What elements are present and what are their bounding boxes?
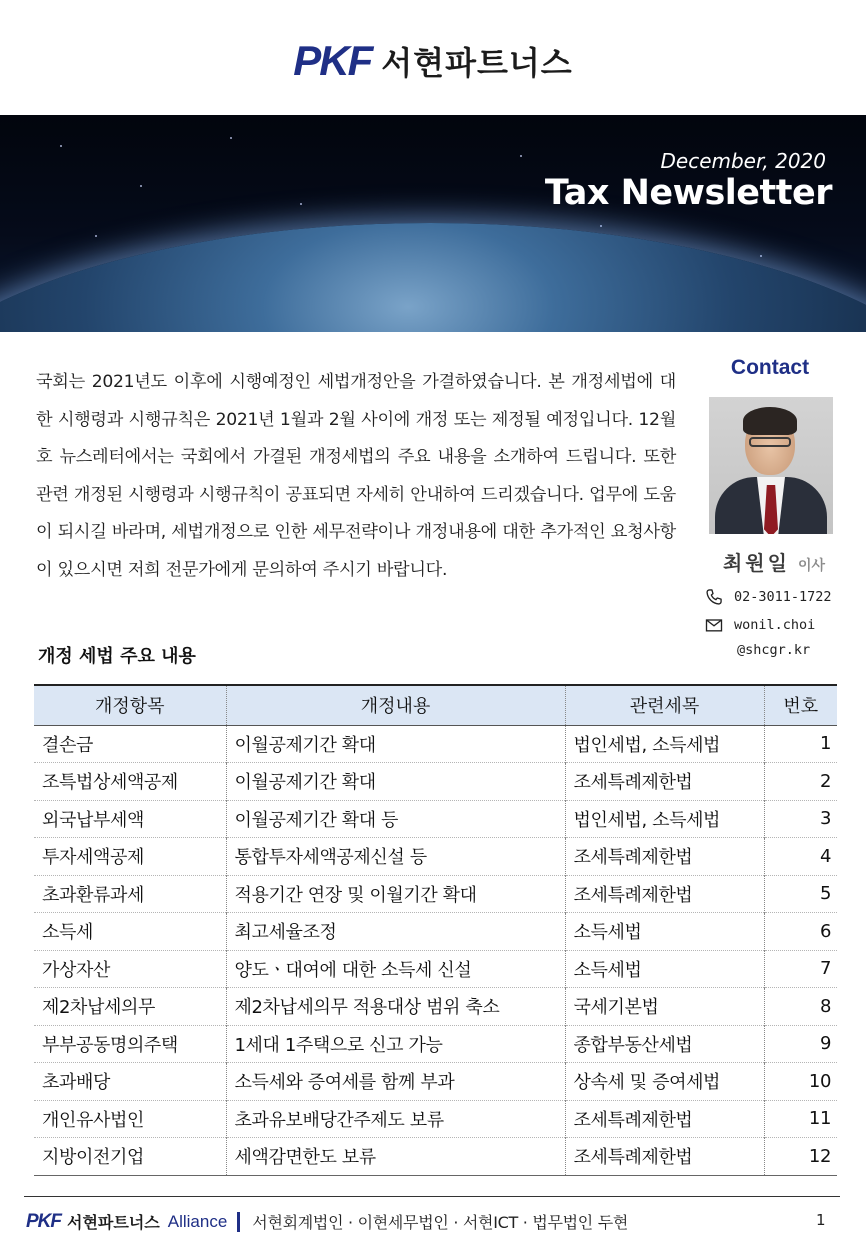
table-row bbox=[34, 1063, 837, 1101]
footer-alliance: Alliance bbox=[167, 1211, 228, 1231]
cell-content: 1세대 1주택으로 신고 가능 bbox=[226, 1025, 565, 1063]
cell-number: 5 bbox=[764, 875, 837, 913]
table-header-row bbox=[34, 685, 837, 725]
cell-tax: 법인세법, 소득세법 bbox=[565, 800, 764, 838]
contact-title: 이사 bbox=[797, 558, 826, 574]
hero-banner bbox=[0, 115, 866, 332]
cell-item: 결손금 bbox=[42, 734, 93, 756]
cell-item: 투자세액공제 bbox=[34, 838, 226, 876]
brand-name: 서현파트너스 bbox=[381, 44, 573, 82]
footer-divider bbox=[24, 1196, 840, 1197]
cell-content: 이월공제기간 확대 bbox=[226, 725, 565, 763]
cell-tax: 조세특례제한법 bbox=[565, 763, 764, 801]
cell-content: 이월공제기간 확대 bbox=[226, 763, 565, 801]
tax-changes-table bbox=[34, 684, 837, 1176]
cell-tax: 조세특례제한법 bbox=[565, 1100, 764, 1138]
footer-separator bbox=[237, 1212, 240, 1232]
cell-content: 소득세와 증여세를 함께 부과 bbox=[226, 1063, 565, 1101]
cell-tax: 소득세법 bbox=[565, 913, 764, 951]
cell-item: 제2차납세의무 bbox=[34, 988, 226, 1026]
table-row bbox=[34, 1100, 837, 1138]
table-row bbox=[34, 838, 837, 876]
cell-number: 9 bbox=[764, 1025, 837, 1063]
cell-tax: 소득세법 bbox=[565, 950, 764, 988]
cell-tax: 종합부동산세법 bbox=[565, 1025, 764, 1063]
footer-brand-name: 서현파트너스 bbox=[67, 1213, 160, 1232]
contact-phone-row bbox=[704, 587, 832, 607]
contact-photo bbox=[709, 397, 833, 534]
brand-mark: PKF bbox=[293, 37, 372, 84]
cell-item: 초과배당 bbox=[34, 1063, 226, 1101]
table-row bbox=[34, 988, 837, 1026]
section-title: 개정 세법 주요 내용 bbox=[38, 646, 196, 667]
cell-item: 조특법상세액공제 bbox=[34, 763, 226, 801]
table-row bbox=[34, 1138, 837, 1176]
cell-content: 제2차납세의무 적용대상 범위 축소 bbox=[226, 988, 565, 1026]
col-header-tax: 관련세목 bbox=[565, 685, 764, 725]
table-row bbox=[34, 875, 837, 913]
cell-tax: 법인세법, 소득세법 bbox=[565, 725, 764, 763]
cell-item: 부부공동명의주택 bbox=[34, 1025, 226, 1063]
cell-tax: 조세특례제한법 bbox=[565, 838, 764, 876]
brand-logo bbox=[0, 36, 866, 86]
cell-item: 초과환류과세 bbox=[34, 875, 226, 913]
cell-item: 소득세 bbox=[34, 913, 226, 951]
cell-tax: 상속세 및 증여세법 bbox=[565, 1063, 764, 1101]
cell-number: 7 bbox=[764, 950, 837, 988]
cell-number: 2 bbox=[764, 763, 837, 801]
cell-number: 1 bbox=[764, 725, 837, 763]
contact-heading: Contact bbox=[730, 356, 810, 379]
cell-tax: 조세특례제한법 bbox=[565, 1138, 764, 1176]
cell-content: 통합투자세액공제신설 등 bbox=[226, 838, 565, 876]
col-header-item: 개정항목 bbox=[34, 685, 226, 725]
col-header-content: 개정내용 bbox=[226, 685, 565, 725]
cell-number: 3 bbox=[764, 800, 837, 838]
contact-phone: 02-3011-1722 bbox=[734, 589, 832, 605]
cell-number: 11 bbox=[764, 1100, 837, 1138]
table-row bbox=[34, 1025, 837, 1063]
cell-content: 최고세율조정 bbox=[226, 913, 565, 951]
intro-paragraph: 국회는 2021년도 이후에 시행예정인 세법개정안을 가결하였습니다. 본 개정세법에 대한 시행령과 시행규칙은 2021년 1월과 2월 사이에 개정 또는 제정될 예정입니다. 12월호 뉴스레터에서는 국회에서 가결된 개정세법의 주요 내용을 소개하여 드립니다. 또한 관련 개정된 시행령과 시행규칙이 공표되면 자세히 안내하여 드리겠습니다. 업무에 도움이 되시길 바라며, 세법개정으로 인한 세무전략이나 개정내용에 대한 추가적인 요청사항이 있으시면 저희 전문가에게 문의하여 주시기 바랍니다. bbox=[36, 372, 676, 580]
cell-item: 개인유사법인 bbox=[34, 1100, 226, 1138]
table-row bbox=[34, 913, 837, 951]
contact-name: 최원일 bbox=[722, 551, 790, 575]
cell-tax: 조세특례제한법 bbox=[565, 875, 764, 913]
table-row bbox=[34, 800, 837, 838]
cell-number: 10 bbox=[764, 1063, 837, 1101]
cell-number: 12 bbox=[764, 1138, 837, 1176]
footer-brand-mark: PKF bbox=[26, 1210, 61, 1232]
cell-content: 적용기간 연장 및 이월기간 확대 bbox=[226, 875, 565, 913]
table-row bbox=[34, 763, 837, 801]
mail-icon bbox=[704, 615, 724, 635]
contact-email-domain[interactable]: @shcgr.kr bbox=[737, 642, 811, 658]
footer-members: 서현회계법인 · 이현세무법인 · 서현ICT · 법무법인 두현 bbox=[252, 1213, 629, 1232]
newsletter-title: Tax Newsletter bbox=[544, 173, 832, 213]
col-header-number: 번호 bbox=[764, 685, 837, 725]
cell-number: 8 bbox=[764, 988, 837, 1026]
issue-date: December, 2020 bbox=[660, 149, 826, 173]
footer bbox=[26, 1210, 628, 1233]
cell-item: 지방이전기업 bbox=[34, 1138, 226, 1176]
cell-content: 세액감면한도 보류 bbox=[226, 1138, 565, 1176]
cell-content: 이월공제기간 확대 등 bbox=[226, 800, 565, 838]
contact-email-user[interactable]: wonil.choi bbox=[734, 617, 816, 633]
cell-content: 양도ㆍ대여에 대한 소득세 신설 bbox=[226, 950, 565, 988]
phone-icon bbox=[704, 587, 724, 607]
contact-email-row bbox=[704, 615, 815, 635]
cell-item: 외국납부세액 bbox=[34, 800, 226, 838]
cell-number: 4 bbox=[764, 838, 837, 876]
cell-content: 초과유보배당간주제도 보류 bbox=[226, 1100, 565, 1138]
table-row bbox=[34, 950, 837, 988]
page-number: 1 bbox=[816, 1211, 826, 1229]
earth-horizon-image bbox=[0, 223, 866, 332]
table-row bbox=[34, 725, 837, 763]
cell-item: 가상자산 bbox=[34, 950, 226, 988]
contact-person bbox=[709, 547, 839, 576]
cell-tax: 국세기본법 bbox=[565, 988, 764, 1026]
cell-number: 6 bbox=[764, 913, 837, 951]
